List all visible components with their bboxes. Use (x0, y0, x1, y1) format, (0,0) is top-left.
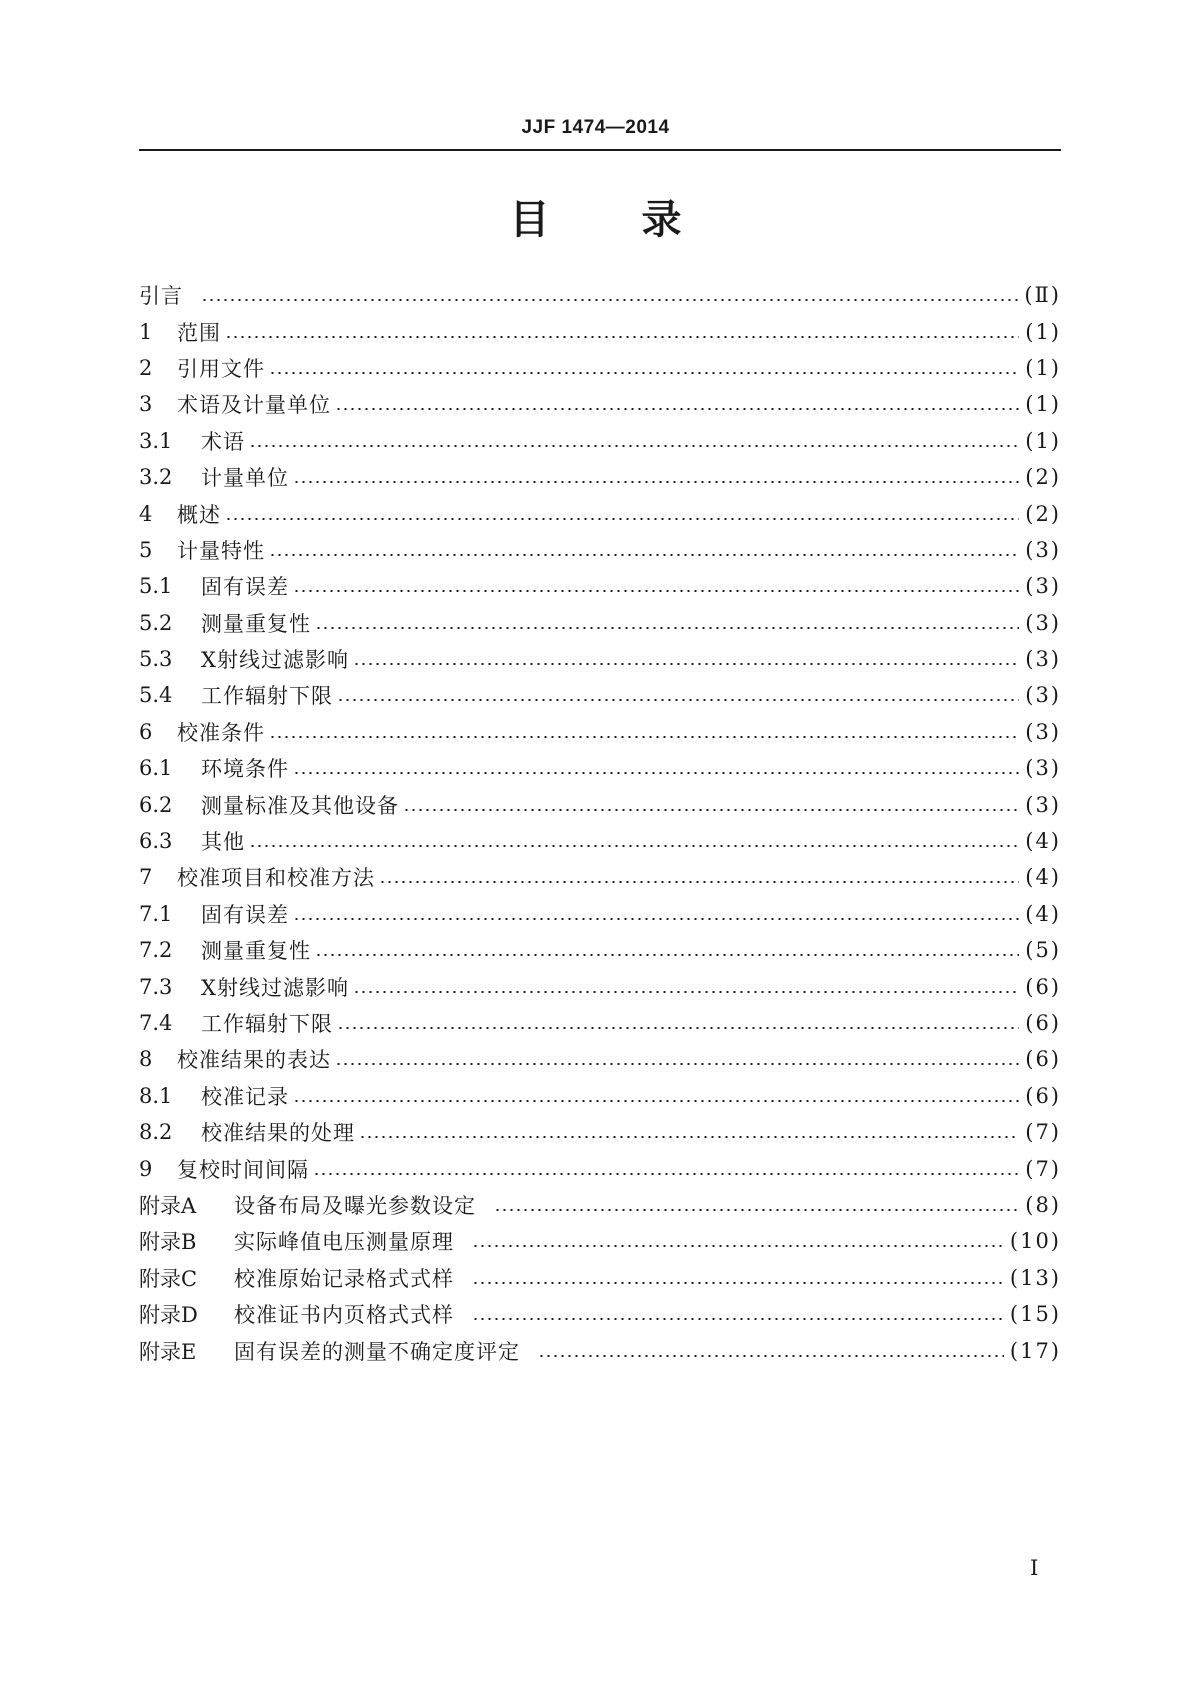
toc-entry-page: (10) (1009, 1229, 1061, 1254)
toc-leader-dots (269, 372, 1019, 374)
toc-entry-label: 固有误差 (201, 902, 289, 927)
toc-entry[interactable] (139, 750, 1061, 786)
toc-entry-label: 设备布局及曝光参数设定 (234, 1193, 476, 1218)
toc-leader-dots (249, 445, 1019, 447)
toc-entry-number: 7.3 (139, 974, 173, 999)
toc-entry-label: 测量重复性 (201, 611, 311, 636)
toc-entry-label: 固有误差 (201, 575, 289, 600)
toc-entry-number: 5.2 (139, 610, 173, 635)
toc-leader-dots (337, 1027, 1019, 1029)
toc-entry-number: 6.3 (139, 829, 173, 854)
toc-entry[interactable] (139, 968, 1061, 1004)
toc-entry-number: 7.4 (139, 1011, 173, 1035)
toc-entry-label: 环境条件 (201, 757, 289, 782)
toc-entry-page: (3) (1025, 683, 1061, 708)
toc-entry[interactable] (139, 1332, 1061, 1368)
toc-entry-label: 校准证书内页格式式样 (234, 1303, 454, 1328)
toc-entry[interactable] (139, 823, 1061, 859)
title-char-1: 目 (509, 197, 550, 243)
toc-entry-number: 5 (139, 537, 153, 562)
toc-entry-page: (6) (1025, 974, 1061, 999)
toc-entry-page: (3) (1025, 610, 1061, 635)
toc-leader-dots (293, 918, 1019, 920)
toc-entry-page: (4) (1025, 829, 1061, 854)
toc-entry-number: 7 (139, 865, 153, 890)
toc-entry[interactable] (139, 714, 1061, 750)
toc-entry[interactable] (139, 1041, 1061, 1077)
toc-entry-page: (3) (1025, 792, 1061, 817)
toc-entry-label: 计量特性 (177, 538, 265, 563)
toc-entry-label: 工作辐射下限 (201, 684, 333, 709)
toc-entry-page: (3) (1025, 537, 1061, 562)
toc-entry-label: 测量重复性 (201, 939, 311, 964)
toc-entry-page: (6) (1025, 1047, 1061, 1072)
page-number: I (1030, 1556, 1039, 1580)
toc-leader-dots (335, 1063, 1019, 1065)
toc-entry[interactable] (139, 459, 1061, 495)
toc-entry-label: 校准记录 (201, 1084, 289, 1109)
toc-entry-number: 8.2 (139, 1120, 173, 1145)
toc-entry-page: (3) (1025, 719, 1061, 744)
toc-leader-dots (293, 1100, 1019, 1102)
toc-entry-page: (4) (1025, 901, 1061, 926)
toc-entry-label: 校准项目和校准方法 (177, 866, 375, 891)
toc-entry[interactable] (139, 423, 1061, 459)
toc-entry[interactable] (139, 1260, 1061, 1296)
toc-entry[interactable] (139, 1078, 1061, 1114)
toc-entry-label: 复校时间间隔 (177, 1157, 309, 1182)
toc-entry[interactable] (139, 859, 1061, 895)
toc-entry-page: (13) (1009, 1265, 1061, 1290)
toc-entry[interactable] (139, 641, 1061, 677)
toc-entry-label: 术语及计量单位 (177, 393, 331, 418)
toc-entry[interactable] (139, 932, 1061, 968)
toc-entry-page: (1) (1025, 319, 1061, 344)
toc-entry-number: 4 (139, 501, 153, 526)
toc-entry[interactable] (139, 277, 1061, 313)
toc-entry-page: (1) (1025, 355, 1061, 380)
toc-entry-number: 2 (139, 355, 153, 380)
toc-entry[interactable] (139, 896, 1061, 932)
toc-entry[interactable] (139, 1187, 1061, 1223)
toc-entry[interactable] (139, 1296, 1061, 1332)
toc-entry-page: (17) (1009, 1338, 1061, 1363)
toc-entry-page: (2) (1025, 501, 1061, 526)
toc-entry-label: X射线过滤影响 (201, 648, 349, 673)
toc-entry[interactable] (139, 386, 1061, 422)
toc-entry-number: 附录E (139, 1339, 197, 1364)
toc-leader-dots (472, 1282, 1004, 1284)
toc-entry-page: (3) (1025, 574, 1061, 599)
toc-entry[interactable] (139, 568, 1061, 604)
toc-leader-dots (472, 1318, 1004, 1320)
toc-leader-dots (538, 1355, 1004, 1357)
toc-leader-dots (315, 954, 1019, 956)
toc-entry-number: 8.1 (139, 1083, 173, 1108)
table-of-contents (139, 277, 1061, 1369)
toc-leader-dots (353, 663, 1019, 665)
toc-leader-dots (269, 554, 1019, 556)
toc-entry-number: 3.2 (139, 465, 173, 490)
toc-leader-dots (293, 481, 1019, 483)
toc-entry-label: 范围 (177, 320, 221, 345)
toc-entry-page: (4) (1025, 865, 1061, 890)
toc-leader-dots (293, 590, 1019, 592)
toc-entry-label: X射线过滤影响 (201, 975, 349, 1000)
toc-entry-number: 6 (139, 719, 153, 744)
document-code: JJF 1474—2014 (521, 117, 670, 138)
toc-leader-dots (225, 336, 1019, 338)
toc-entry-label: 实际峰值电压测量原理 (234, 1230, 454, 1255)
toc-entry-page: (8) (1025, 1192, 1061, 1217)
toc-entry[interactable] (139, 532, 1061, 568)
toc-entry-label: 术语 (201, 429, 245, 454)
toc-entry-page: (6) (1025, 1083, 1061, 1108)
toc-entry-page: (Ⅱ) (1024, 283, 1061, 308)
toc-entry[interactable] (139, 495, 1061, 531)
toc-entry-number: 5.4 (139, 683, 173, 708)
toc-entry-label: 计量单位 (201, 466, 289, 491)
toc-entry-label: 概述 (177, 502, 221, 527)
toc-entry-number: 附录D (139, 1303, 198, 1328)
toc-entry-number: 5.1 (139, 574, 173, 599)
toc-entry[interactable] (139, 350, 1061, 386)
toc-entry-label: 引用文件 (177, 356, 265, 381)
toc-entry[interactable] (139, 1005, 1061, 1041)
toc-leader-dots (472, 1245, 1004, 1247)
toc-entry-number: 附录A (139, 1193, 197, 1218)
toc-entry[interactable] (139, 605, 1061, 641)
toc-entry-number: 7.1 (139, 901, 173, 926)
toc-leader-dots (249, 845, 1019, 847)
toc-entry-label: 固有误差的测量不确定度评定 (234, 1339, 520, 1364)
toc-entry-label: 引言 (139, 284, 183, 309)
toc-entry-page: (7) (1025, 1120, 1061, 1145)
toc-leader-dots (293, 772, 1019, 774)
toc-entry-label: 校准结果的处理 (201, 1121, 355, 1146)
toc-entry-number: 3 (139, 392, 153, 417)
toc-entry-number: 3.1 (139, 428, 173, 453)
toc-entry-number: 6.2 (139, 792, 173, 817)
toc-entry-page: (5) (1025, 938, 1061, 963)
toc-leader-dots (201, 299, 1018, 301)
toc-entry-label: 测量标准及其他设备 (201, 793, 399, 818)
toc-entry-page: (3) (1025, 756, 1061, 781)
toc-entry-page: (15) (1009, 1302, 1061, 1327)
toc-leader-dots (335, 408, 1019, 410)
toc-leader-dots (403, 809, 1019, 811)
toc-entry[interactable] (139, 677, 1061, 713)
toc-entry-number: 附录B (139, 1230, 197, 1255)
toc-entry-page: (1) (1025, 392, 1061, 417)
toc-entry-number: 附录C (139, 1266, 198, 1291)
toc-entry[interactable] (139, 1150, 1061, 1186)
toc-leader-dots (313, 1173, 1019, 1175)
toc-entry[interactable] (139, 786, 1061, 822)
toc-leader-dots (337, 699, 1019, 701)
page-title (0, 196, 1191, 244)
toc-entry-number: 1 (139, 319, 153, 344)
toc-entry[interactable] (139, 313, 1061, 349)
toc-entry-label: 校准结果的表达 (177, 1048, 331, 1073)
toc-leader-dots (269, 736, 1019, 738)
toc-leader-dots (359, 1136, 1019, 1138)
header-rule (139, 149, 1061, 151)
toc-leader-dots (225, 518, 1019, 520)
toc-leader-dots (494, 1209, 1019, 1211)
toc-entry-page: (1) (1025, 428, 1061, 453)
toc-entry-number: 7.2 (139, 938, 173, 963)
toc-entry-page: (6) (1025, 1011, 1061, 1035)
toc-entry-label: 校准条件 (177, 720, 265, 745)
toc-entry-label: 其他 (201, 830, 245, 855)
toc-entry-number: 9 (139, 1156, 153, 1181)
title-char-2: 录 (641, 197, 682, 243)
toc-entry-page: (7) (1025, 1156, 1061, 1181)
toc-entry-number: 5.3 (139, 647, 173, 672)
toc-entry[interactable] (139, 1223, 1061, 1259)
toc-leader-dots (379, 881, 1019, 883)
toc-entry[interactable] (139, 1114, 1061, 1150)
toc-entry-number: 6.1 (139, 756, 173, 781)
toc-leader-dots (315, 627, 1019, 629)
toc-entry-label: 校准原始记录格式式样 (234, 1266, 454, 1291)
toc-leader-dots (353, 991, 1019, 993)
toc-entry-page: (2) (1025, 465, 1061, 490)
toc-entry-number: 8 (139, 1047, 153, 1072)
toc-entry-page: (3) (1025, 647, 1061, 672)
toc-entry-label: 工作辐射下限 (201, 1012, 333, 1036)
